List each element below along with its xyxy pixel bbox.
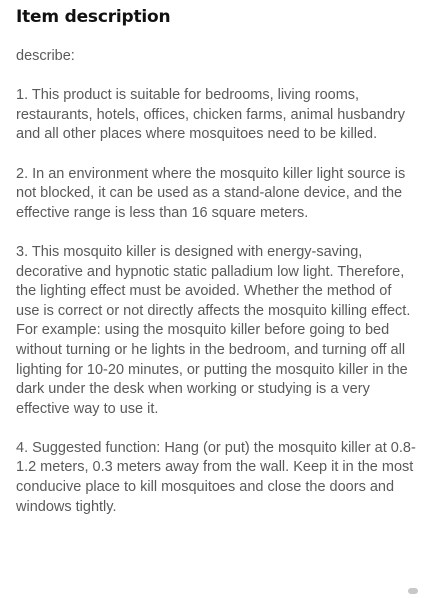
description-paragraph-4: 4. Suggested function: Hang (or put) the mosquito killer at 0.8-1.2 meters, 0.3 meters away from the wall. Keep it in the most conducive place to kill mosquitoes and close the doors and windows tightly. [16, 439, 416, 515]
description-intro: describe: [16, 48, 75, 64]
description-paragraph-1: 1. This product is suitable for bedrooms, living rooms, restaurants, hotels, offices, chicken farms, animal husbandry and all other places where mosquitoes need to be killed. [16, 87, 406, 143]
page-header [16, 0, 416, 34]
page-title: Item description [16, 7, 171, 27]
description-paragraph-3: 3. This mosquito killer is designed with energy-saving, decorative and hypnotic static palladium low light. Therefore, the lighting effect must be avoided. Whether the method of use is correct or not directly affects the mosquito killing effect. For example: using the mosquito killer before going to bed without turning or he lights in the bedroom, and turning off all lighting for 10-20 minutes, or putting the mosquito killer in the dark under the desk when working or studying is a very effective way to use it. [16, 243, 411, 417]
scroll-indicator[interactable] [408, 588, 418, 594]
description-paragraph-2: 2. In an environment where the mosquito killer light source is not blocked, it can be used as a stand-alone device, and the effective range is less than 16 square meters. [16, 165, 406, 221]
item-description-body [16, 47, 418, 517]
